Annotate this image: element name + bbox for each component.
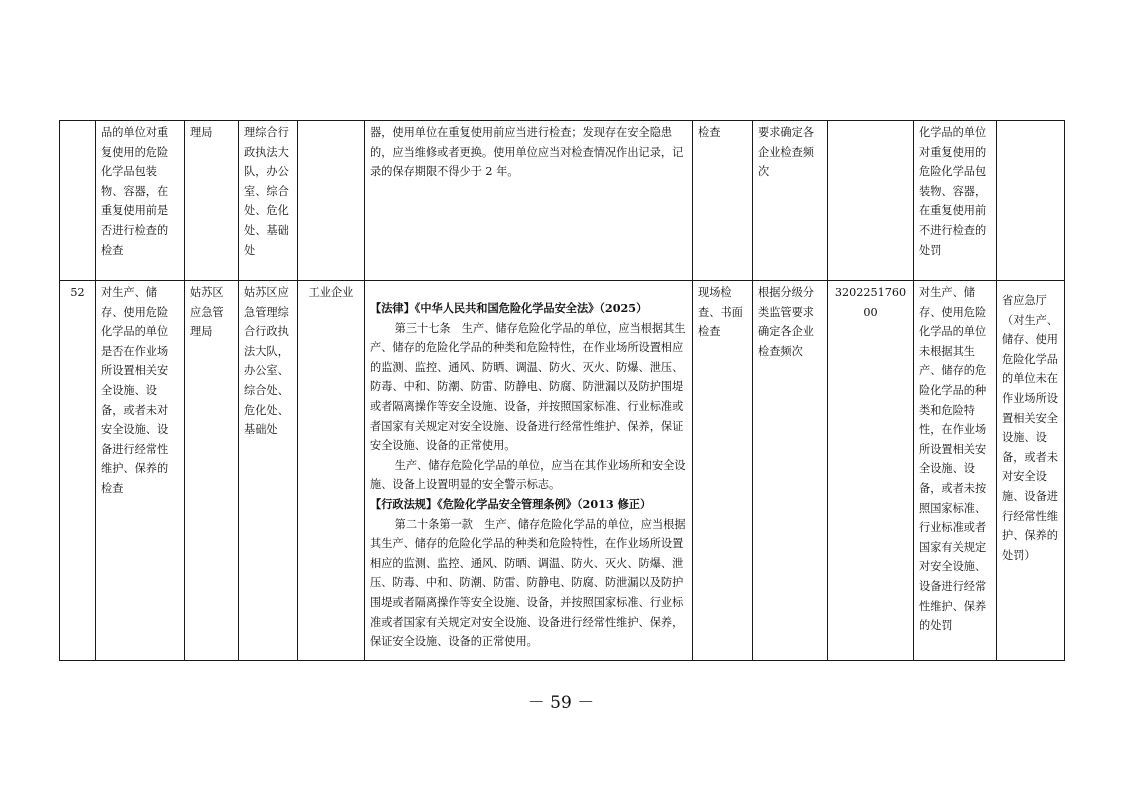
page-number: － 59 － (527, 693, 595, 713)
table-row (60, 281, 1065, 661)
legal-basis-regulation-title: 【行政法规】《危险化学品安全管理条例》（2013 修正） (370, 496, 652, 511)
legal-basis (365, 121, 693, 281)
inspection-target (298, 121, 365, 281)
responsible-subject: 理局 (185, 121, 239, 281)
table-row (60, 121, 1065, 281)
row-number (60, 121, 96, 281)
inspection-item: 品的单位对重复使用的危险化学品包装物、容器，在重复使用前是否进行检查的检查 (96, 121, 185, 281)
inspection-method: 现场检查、书面检查 (693, 281, 753, 661)
inspection-frequency: 根据分级分类监管要求确定各企业检查频次 (753, 281, 828, 661)
legal-basis-article: 第二十条第一款 生产、储存危险化学品的单位，应当根据其生产、储存的危险化学品的种类和危险特性，在作业场所设置相应的监测、监控、通风、防晒、调温、防火、灭火、防爆、泄压、防毒、中和、防潮、防雷、防静电、防腐、防泄漏以及防护围堤或者隔离操作等安全设施、设备，并按照国家标准、行业标准或者国家有关规定对安全设施、设备进行经常性维护、保养，保证安全设施、设备的正常使用。 (370, 517, 686, 649)
inspection-table (59, 120, 1065, 661)
legal-basis-law-title: 【法律】《中华人民共和国危险化学品安全法》（2025） (370, 301, 648, 315)
responsible-department: 姑苏区应急管理综合行政执法大队，办公室、综合处、危化处、基础处 (239, 281, 298, 661)
legal-basis-line: 器，使用单位在重复使用前应当进行检查；发现存在安全隐患的，应当维修或者更换。使用单位应当对检查情况作出记录，记录的保存期限不得少于 2 年。 (370, 126, 684, 179)
remark (997, 121, 1065, 281)
item-code: 320225176000 (828, 281, 914, 661)
related-penalty: 对生产、储存、使用危险化学品的单位未根据其生产、储存的危险化学品的种类和危险特性，在作业场所设置相关安全设施、设备，或者未按照国家标准、行业标准或者国家有关规定对安全设施、设备进行经常性维护、保养的处罚 (914, 281, 997, 661)
row-number: 52 (60, 281, 96, 661)
responsible-department: 理综合行政执法大队，办公室、综合处、危化处、基础处 (239, 121, 298, 281)
inspection-item: 对生产、储存、使用危险化学品的单位是否在作业场所设置相关安全设施、设备，或者未对安全设施、设备进行经常性维护、保养的检查 (96, 281, 185, 661)
related-penalty: 化学品的单位对重复使用的危险化学品包装物、容器，在重复使用前不进行检查的处罚 (914, 121, 997, 281)
legal-basis-article: 第三十七条 生产、储存危险化学品的单位，应当根据其生产、储存的危险化学品的种类和危险特性，在作业场所设置相应的监测、监控、通风、防晒、调温、防火、灭火、防爆、泄压、防毒、中和、防潮、防雷、防静电、防腐、防泄漏以及防护围堤或者隔离操作等安全设施、设备，并按照国家标准、行业标准或者国家有关规定对安全设施、设备进行经常性维护、保养，保证安全设施、设备的正常使用。 (370, 321, 686, 453)
inspection-target: 工业企业 (298, 281, 365, 661)
legal-basis-article: 生产、储存危险化学品的单位，应当在其作业场所和安全设施、设备上设置明显的安全警示标志。 (370, 458, 686, 492)
responsible-subject: 姑苏区应急管理局 (185, 281, 239, 661)
item-code (828, 121, 914, 281)
legal-basis (365, 281, 693, 661)
inspection-frequency: 要求确定各企业检查频次 (753, 121, 828, 281)
remark: 省应急厅（对生产、储存、使用危险化学品的单位未在作业场所设置相关安全设施、设备，或者未对安全设施、设备进行经常性维护、保养的处罚） (997, 281, 1065, 661)
inspection-method: 检查 (693, 121, 753, 281)
